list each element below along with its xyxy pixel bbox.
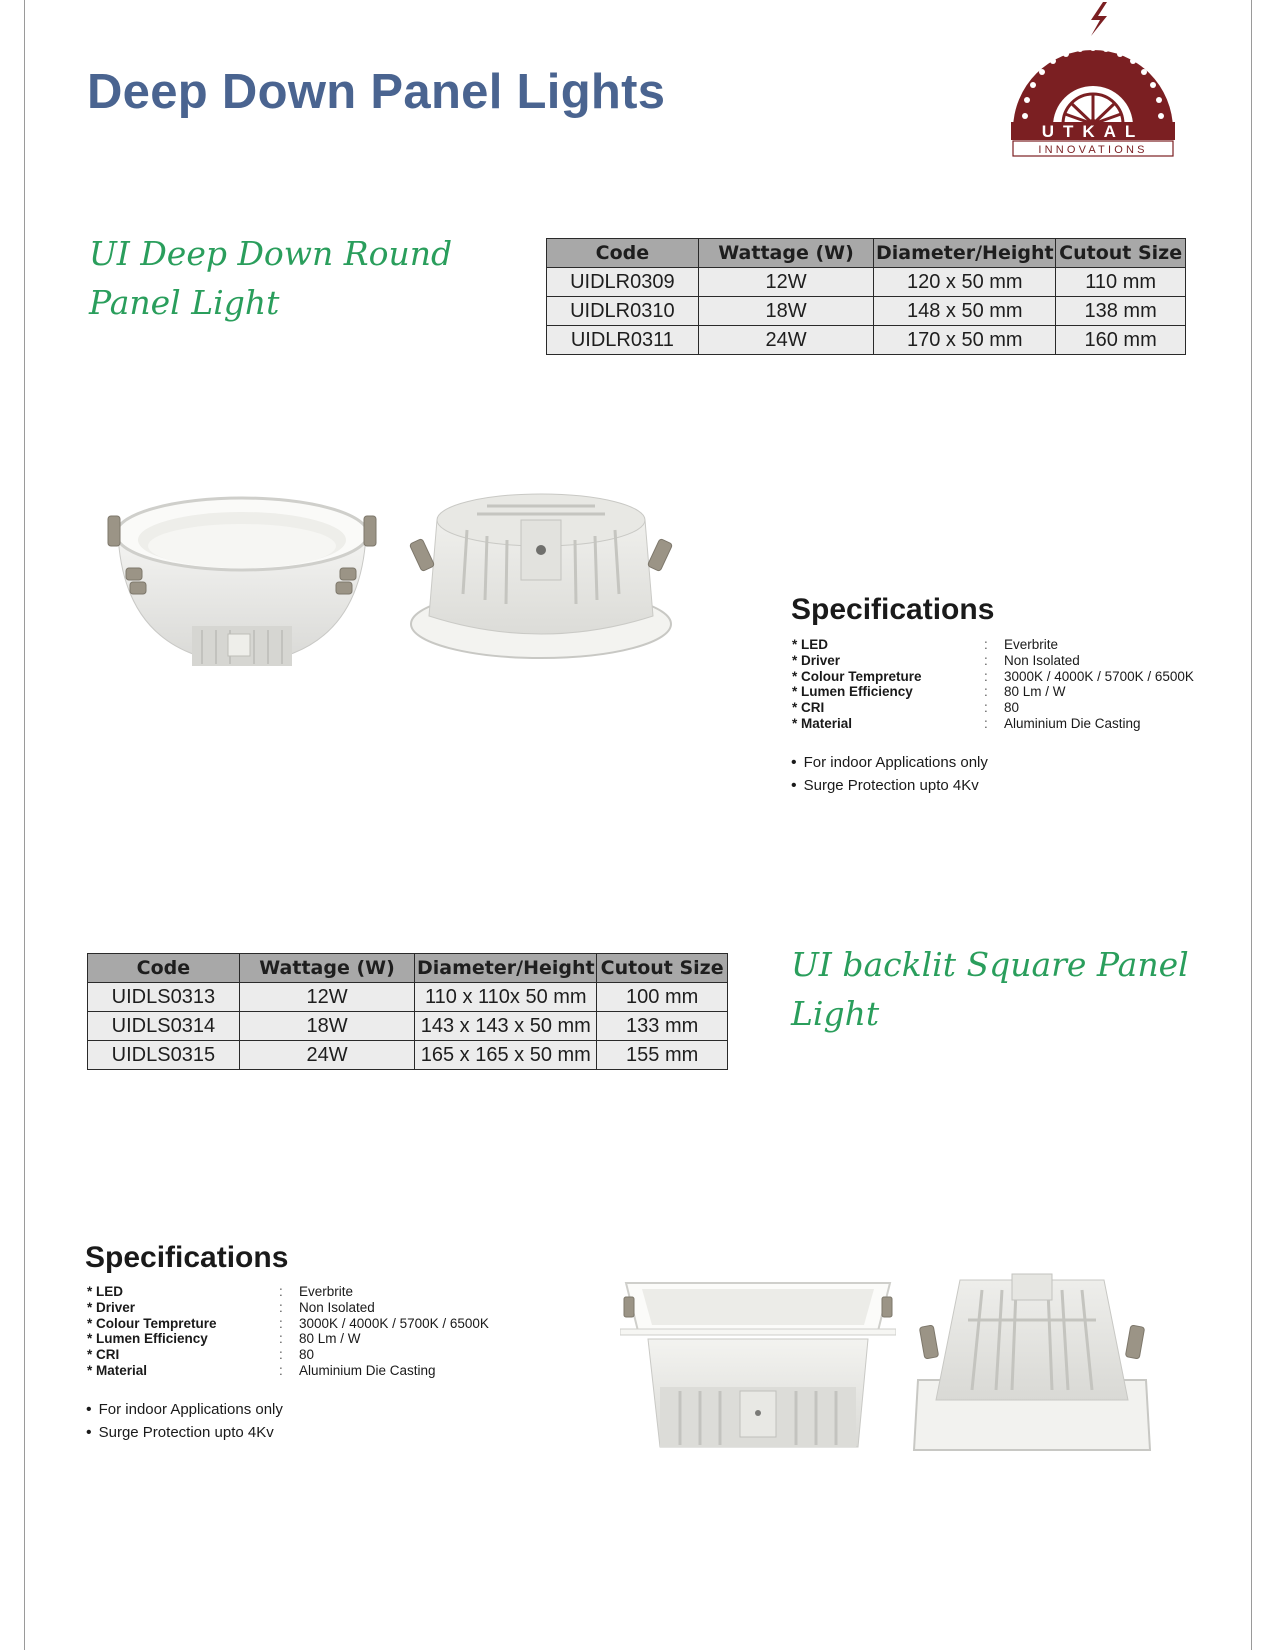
cell-diameter-height: 120 x 50 mm — [874, 268, 1056, 297]
spec-value: 80 — [299, 1347, 315, 1363]
column-header-diameter-height: Diameter/Height — [874, 239, 1056, 268]
spec-value: 3000K / 4000K / 5700K / 6500K — [299, 1315, 489, 1331]
column-header-cutout-size: Cutout Size — [1056, 239, 1186, 268]
cell-diameter-height: 143 x 143 x 50 mm — [415, 1012, 597, 1041]
spec-row-driver: * Driver : Non Isolated — [792, 652, 1080, 668]
cell-code: UIDLS0315 — [88, 1041, 240, 1070]
spec-key: * CRI — [792, 700, 825, 716]
list-item: • Surge Protection upto 4Kv — [791, 774, 988, 797]
column-header-cutout-size: Cutout Size — [597, 954, 728, 983]
cell-diameter-height: 165 x 165 x 50 mm — [415, 1041, 597, 1070]
cell-cutout-size: 155 mm — [597, 1041, 728, 1070]
round-panel-specifications-heading: Specifications — [791, 593, 995, 626]
spec-value: 3000K / 4000K / 5700K / 6500K — [1004, 668, 1194, 684]
round-panel-specification-list — [792, 637, 1194, 732]
spec-row-led: * LED : Everbrite — [792, 637, 1059, 652]
spec-key: * Lumen Efficiency — [792, 684, 913, 700]
spec-key: * Material — [87, 1362, 148, 1378]
spec-key: * Driver — [792, 652, 841, 668]
square-panel-heading: UI backlit Square Panel Light — [791, 945, 1189, 1033]
cell-wattage: 24W — [698, 326, 874, 355]
cell-code: UIDLS0314 — [88, 1012, 240, 1041]
round-panel-table — [546, 238, 1186, 355]
table-row — [88, 1012, 728, 1041]
column-header-wattage: Wattage (W) — [698, 239, 874, 268]
spec-row-colour-temperature: * Colour Tempreture : 3000K / 4000K / 5700K / 6500K — [792, 668, 1194, 684]
spec-key: * Material — [792, 715, 853, 731]
list-item: • For indoor Applications only — [86, 1398, 283, 1421]
spec-key: * Driver — [87, 1299, 136, 1315]
spec-value: 80 Lm / W — [1004, 684, 1066, 700]
cell-code: UIDLR0309 — [547, 268, 699, 297]
cell-cutout-size: 160 mm — [1056, 326, 1186, 355]
spec-row-led: * LED : Everbrite — [87, 1284, 354, 1299]
spec-value: Everbrite — [299, 1284, 354, 1299]
spec-key: * Colour Tempreture — [792, 668, 922, 684]
spec-row-material: * Material : Aluminium Die Casting — [87, 1362, 436, 1378]
spec-key: * Colour Tempreture — [87, 1315, 217, 1331]
table-header-row — [547, 239, 1186, 268]
spec-key: * CRI — [87, 1347, 120, 1363]
spec-key: * LED — [87, 1284, 124, 1299]
cell-wattage: 12W — [698, 268, 874, 297]
cell-diameter-height: 170 x 50 mm — [874, 326, 1056, 355]
cell-wattage: 24W — [239, 1041, 415, 1070]
spec-row-cri: * CRI : 80 — [87, 1347, 315, 1363]
square-panel-table — [87, 953, 728, 1070]
table-row — [88, 983, 728, 1012]
spec-row-lumen-efficiency: * Lumen Efficiency : 80 Lm / W — [87, 1331, 361, 1347]
column-header-code: Code — [547, 239, 699, 268]
table-header-row — [88, 954, 728, 983]
spec-value: Aluminium Die Casting — [1004, 715, 1141, 731]
spec-row-material: * Material : Aluminium Die Casting — [792, 715, 1141, 731]
square-panel-specifications-heading: Specifications — [85, 1241, 289, 1274]
brand-logo — [1003, 0, 1183, 160]
table-row — [547, 297, 1186, 326]
list-item: • Surge Protection upto 4Kv — [86, 1421, 283, 1444]
spec-row-driver: * Driver : Non Isolated — [87, 1299, 375, 1315]
square-panel-feature-list — [86, 1398, 283, 1444]
cell-cutout-size: 138 mm — [1056, 297, 1186, 326]
cell-cutout-size: 133 mm — [597, 1012, 728, 1041]
cell-code: UIDLR0311 — [547, 326, 699, 355]
column-header-diameter-height: Diameter/Height — [415, 954, 597, 983]
spec-value: Non Isolated — [1004, 652, 1080, 668]
column-header-code: Code — [88, 954, 240, 983]
cell-code: UIDLR0310 — [547, 297, 699, 326]
table-row — [88, 1041, 728, 1070]
spec-value: 80 — [1004, 700, 1020, 716]
round-panel-feature-list — [791, 751, 988, 797]
lightning-bolt-icon — [1091, 2, 1107, 36]
cell-diameter-height: 148 x 50 mm — [874, 297, 1056, 326]
spec-value: 80 Lm / W — [299, 1331, 361, 1347]
brand-tagline: INNOVATIONS — [1038, 144, 1148, 156]
spec-key: * Lumen Efficiency — [87, 1331, 208, 1347]
cell-wattage: 12W — [239, 983, 415, 1012]
brand-name: UTKAL — [1041, 122, 1145, 141]
square-panel-back-image — [912, 1270, 1152, 1455]
page-title: Deep Down Panel Lights — [87, 65, 666, 119]
table-row — [547, 268, 1186, 297]
spec-row-colour-temperature: * Colour Tempreture : 3000K / 4000K / 5700K / 6500K — [87, 1315, 489, 1331]
square-panel-front-image — [620, 1279, 896, 1449]
square-panel-specification-list — [87, 1284, 489, 1379]
round-panel-front-image — [104, 486, 380, 680]
cell-code: UIDLS0313 — [88, 983, 240, 1012]
table-row — [547, 326, 1186, 355]
spec-value: Everbrite — [1004, 637, 1059, 652]
cell-cutout-size: 110 mm — [1056, 268, 1186, 297]
column-header-wattage: Wattage (W) — [239, 954, 415, 983]
cell-diameter-height: 110 x 110x 50 mm — [415, 983, 597, 1012]
cell-cutout-size: 100 mm — [597, 983, 728, 1012]
spec-row-cri: * CRI : 80 — [792, 700, 1020, 716]
cell-wattage: 18W — [698, 297, 874, 326]
round-panel-heading: UI Deep Down Round Panel Light — [89, 234, 453, 322]
cell-wattage: 18W — [239, 1012, 415, 1041]
spec-value: Non Isolated — [299, 1299, 375, 1315]
spec-key: * LED — [792, 637, 829, 652]
spec-row-lumen-efficiency: * Lumen Efficiency : 80 Lm / W — [792, 684, 1066, 700]
round-panel-back-image — [407, 484, 675, 672]
list-item: • For indoor Applications only — [791, 751, 988, 774]
spec-value: Aluminium Die Casting — [299, 1362, 436, 1378]
